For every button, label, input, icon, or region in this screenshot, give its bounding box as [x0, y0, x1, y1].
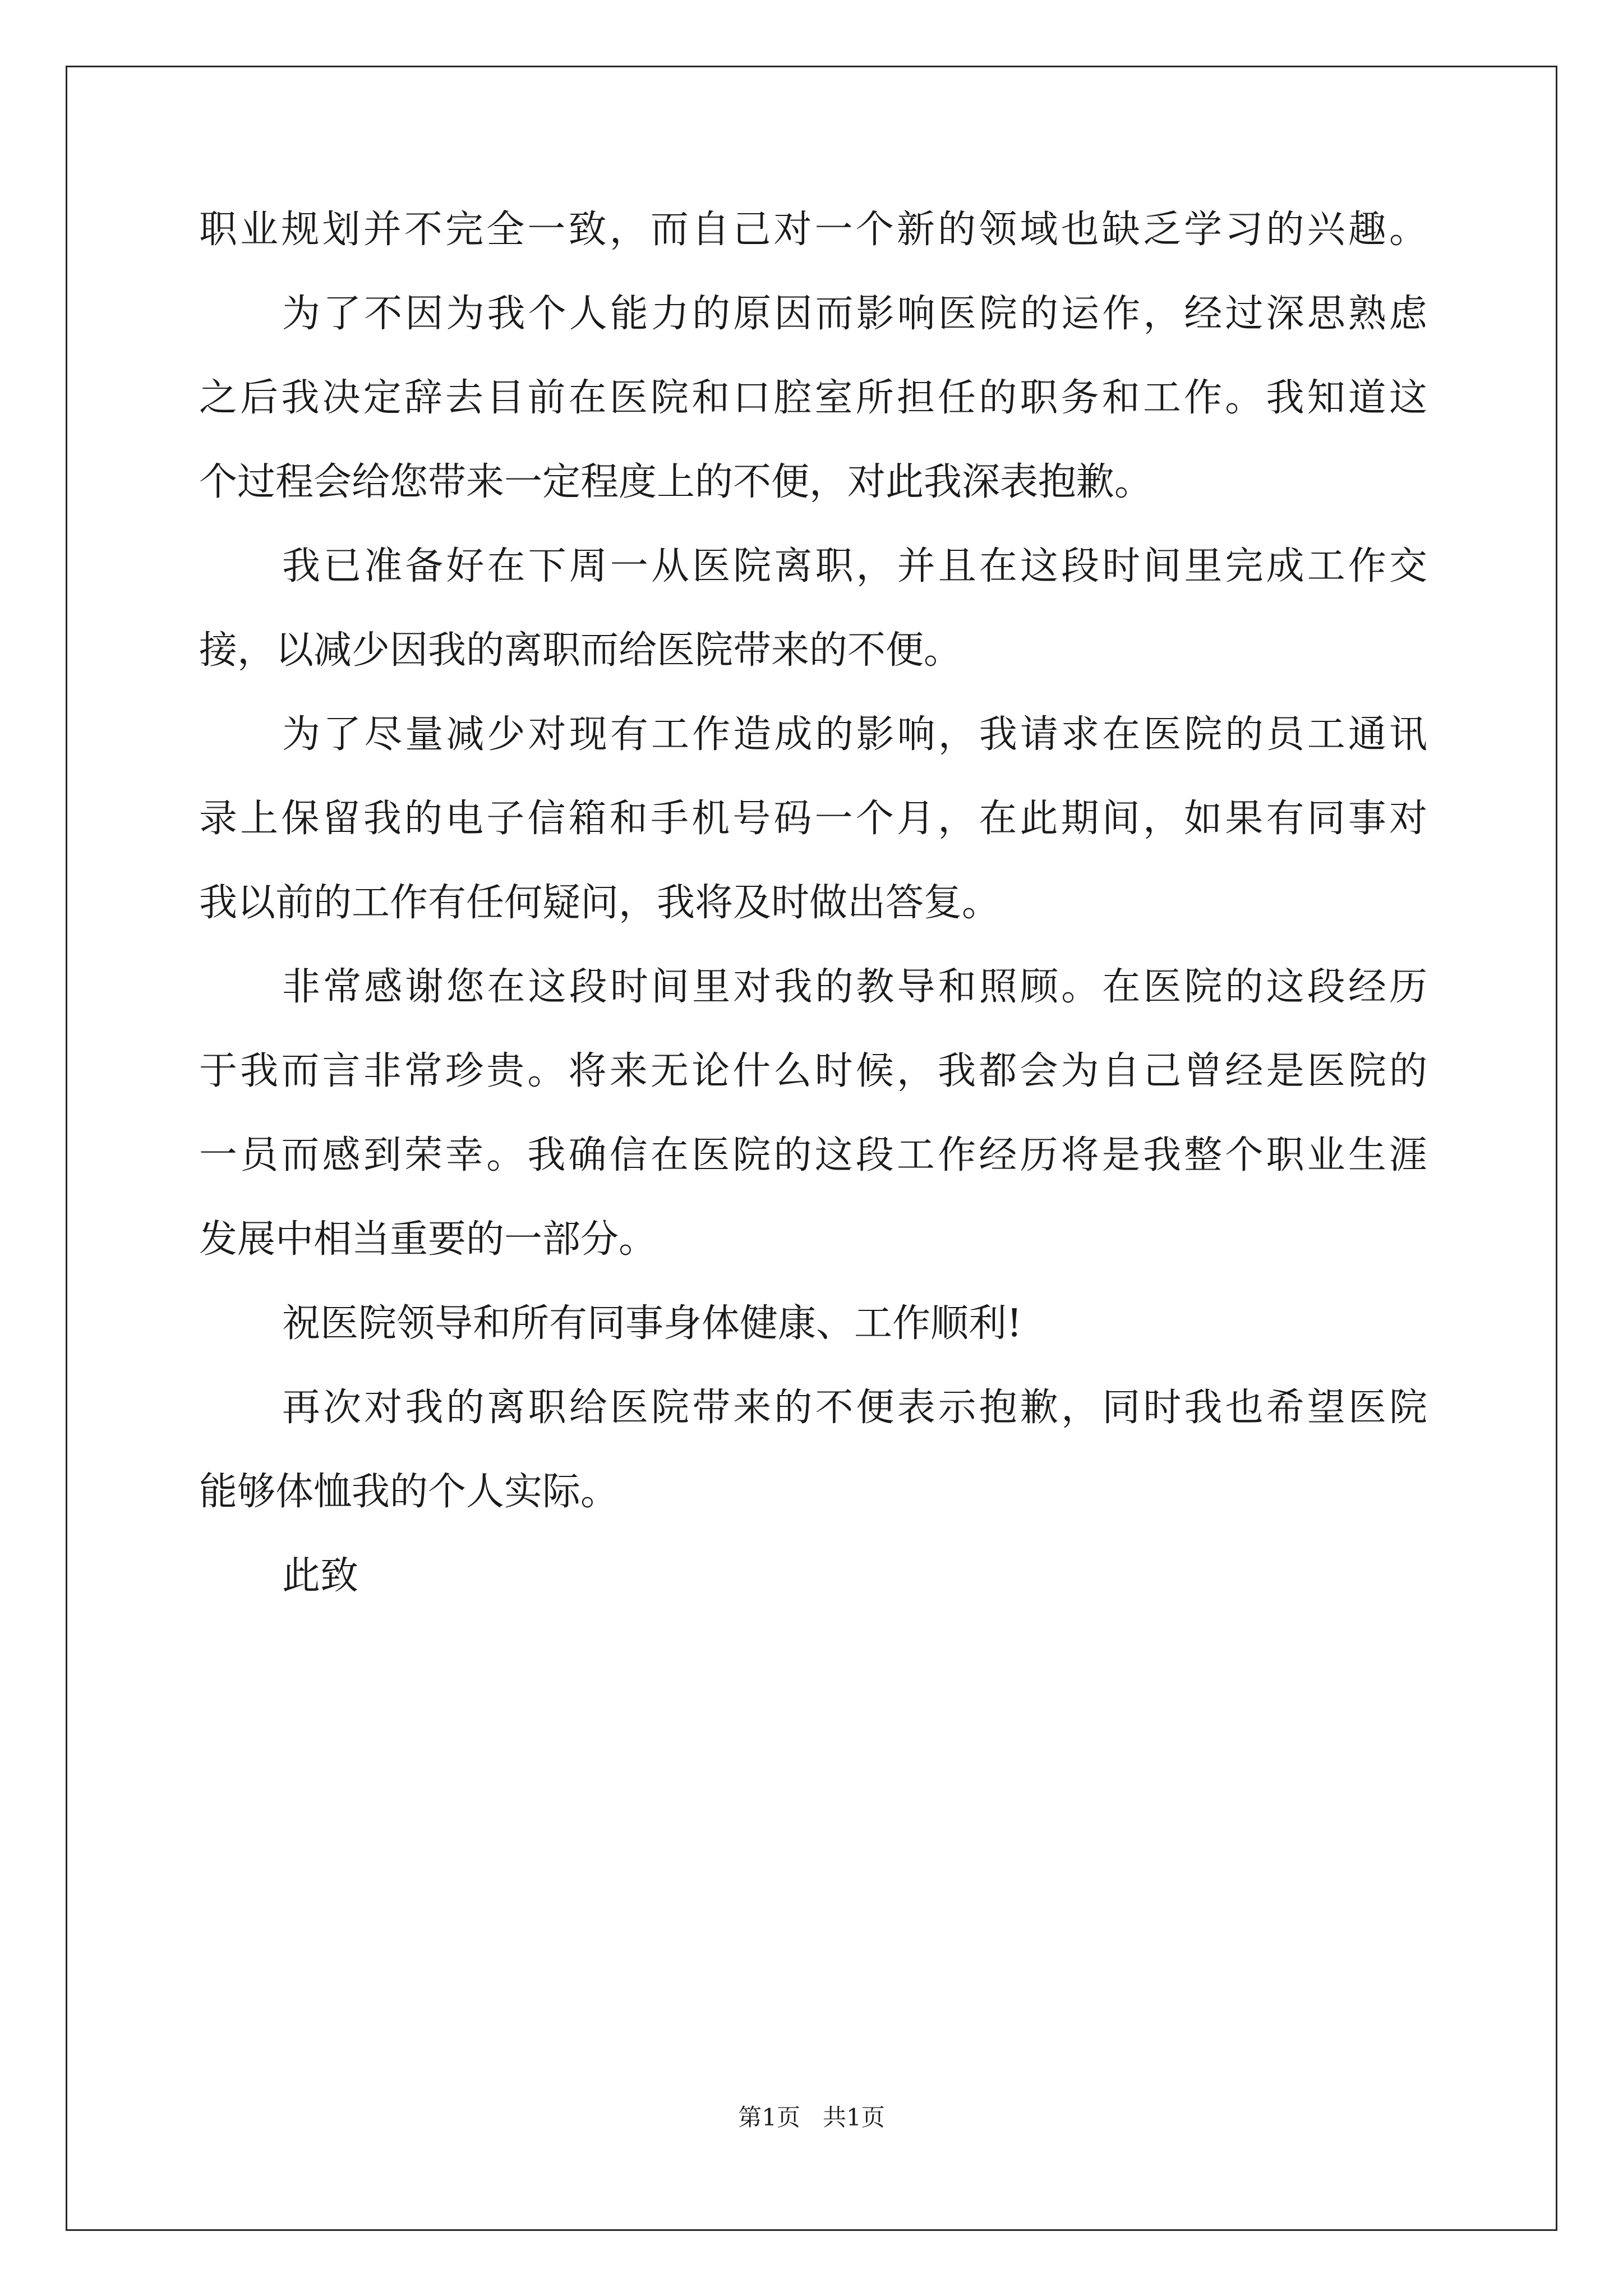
text-line: 接，以减少因我的离职而给医院带来的不便。	[199, 628, 962, 673]
text-line: 此致	[282, 1554, 359, 1598]
text-line: 我以前的工作有任何疑问，我将及时做出答复。	[199, 881, 1000, 925]
text-line: 于我而言非常珍贵。将来无论什么时候，我都会为自己曾经是医院的	[199, 1049, 1427, 1093]
text-line: 一员而感到荣幸。我确信在医院的这段工作经历将是我整个职业生涯	[199, 1133, 1427, 1177]
text-line: 录上保留我的电子信箱和手机号码一个月，在此期间，如果有同事对	[199, 797, 1427, 841]
text-line: 个过程会给您带来一定程度上的不便，对此我深表抱歉。	[199, 460, 1153, 504]
text-line: 职业规划并不完全一致，而自己对一个新的领域也缺乏学习的兴趣。	[199, 208, 1427, 252]
text-line: 之后我决定辞去目前在医院和口腔室所担任的职务和工作。我知道这	[199, 376, 1427, 420]
page-number-label: 第1页 共1页	[738, 2104, 885, 2131]
text-line: 为了不因为我个人能力的原因而影响医院的运作，经过深思熟虑	[282, 292, 1427, 336]
text-line: 非常感谢您在这段时间里对我的教导和照顾。在医院的这段经历	[282, 965, 1427, 1009]
text-line: 再次对我的离职给医院带来的不便表示抱歉，同时我也希望医院	[282, 1386, 1427, 1430]
text-line: 祝医院领导和所有同事身体健康、工作顺利!	[282, 1301, 1022, 1346]
text-line: 能够体恤我的个人实际。	[199, 1470, 619, 1514]
text-line: 发展中相当重要的一部分。	[199, 1217, 657, 1262]
page-footer	[0, 2101, 1623, 2134]
text-line: 我已准备好在下周一从医院离职，并且在这段时间里完成工作交	[282, 544, 1427, 588]
text-line: 为了尽量减少对现有工作造成的影响，我请求在医院的员工通讯	[282, 712, 1427, 757]
